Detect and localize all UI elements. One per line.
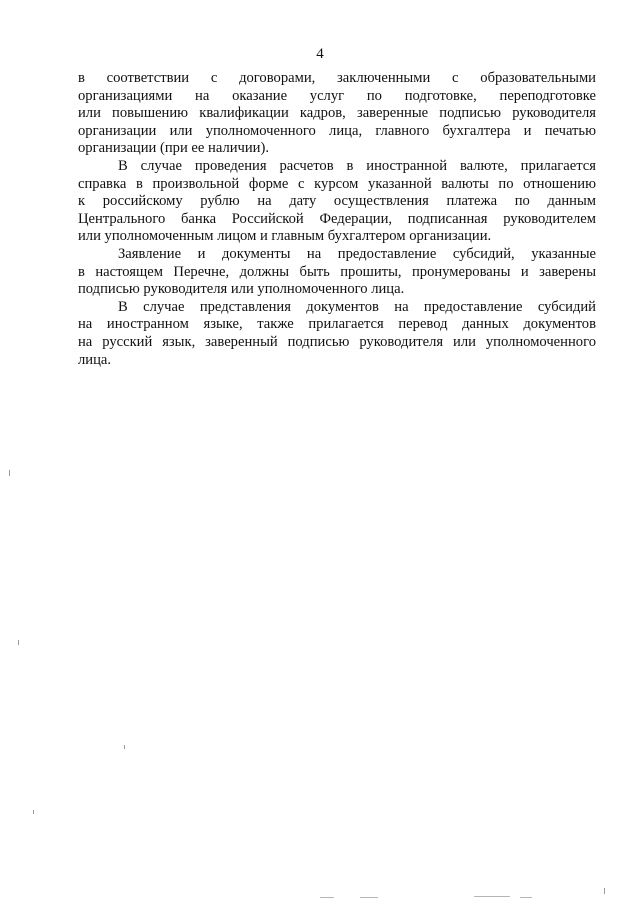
paragraph-4: [78, 299, 596, 369]
text-line: организациями на оказание услуг по подготовке, переподготовке: [78, 87, 596, 104]
paragraph-1: [78, 70, 596, 158]
text-line: подписью руководителя или уполномоченного лица.: [78, 281, 405, 298]
text-line: справка в произвольной форме с курсом указанной валюты по отношению: [78, 175, 596, 192]
text-line: на иностранном языке, также прилагается перевод данных документов: [78, 316, 596, 333]
text-line: В случае представления документов на предоставление субсидий: [118, 298, 596, 315]
text-line: в настоящем Перечне, должны быть прошиты, пронумерованы и заверены: [78, 263, 596, 280]
text-line: или уполномоченным лицом и главным бухгалтером организации.: [78, 228, 492, 245]
document-body: [78, 70, 596, 369]
text-line: организации (при ее наличии).: [78, 140, 270, 157]
paragraph-3: [78, 246, 596, 299]
text-line: или повышению квалификации кадров, заверенные подписью руководителя: [78, 105, 596, 122]
text-line: организации или уполномоченного лица, главного бухгалтера и печатью: [78, 122, 596, 139]
paragraph-2: [78, 158, 596, 246]
text-line: на русский язык, заверенный подписью руководителя или уполномоченного: [78, 333, 596, 350]
text-line: в соответствии с договорами, заключенными с образовательными: [78, 70, 596, 86]
text-line: к российскому рублю на дату осуществления платежа по данным: [78, 193, 596, 210]
text-line: Центрального банка Российской Федерации, подписанная руководителем: [78, 210, 596, 227]
page-number: 4: [316, 46, 324, 62]
text-line: Заявление и документы на предоставление субсидий, указанные: [118, 245, 596, 262]
text-line: В случае проведения расчетов в иностранной валюте, прилагается: [118, 157, 596, 174]
text-line: лица.: [78, 351, 112, 368]
